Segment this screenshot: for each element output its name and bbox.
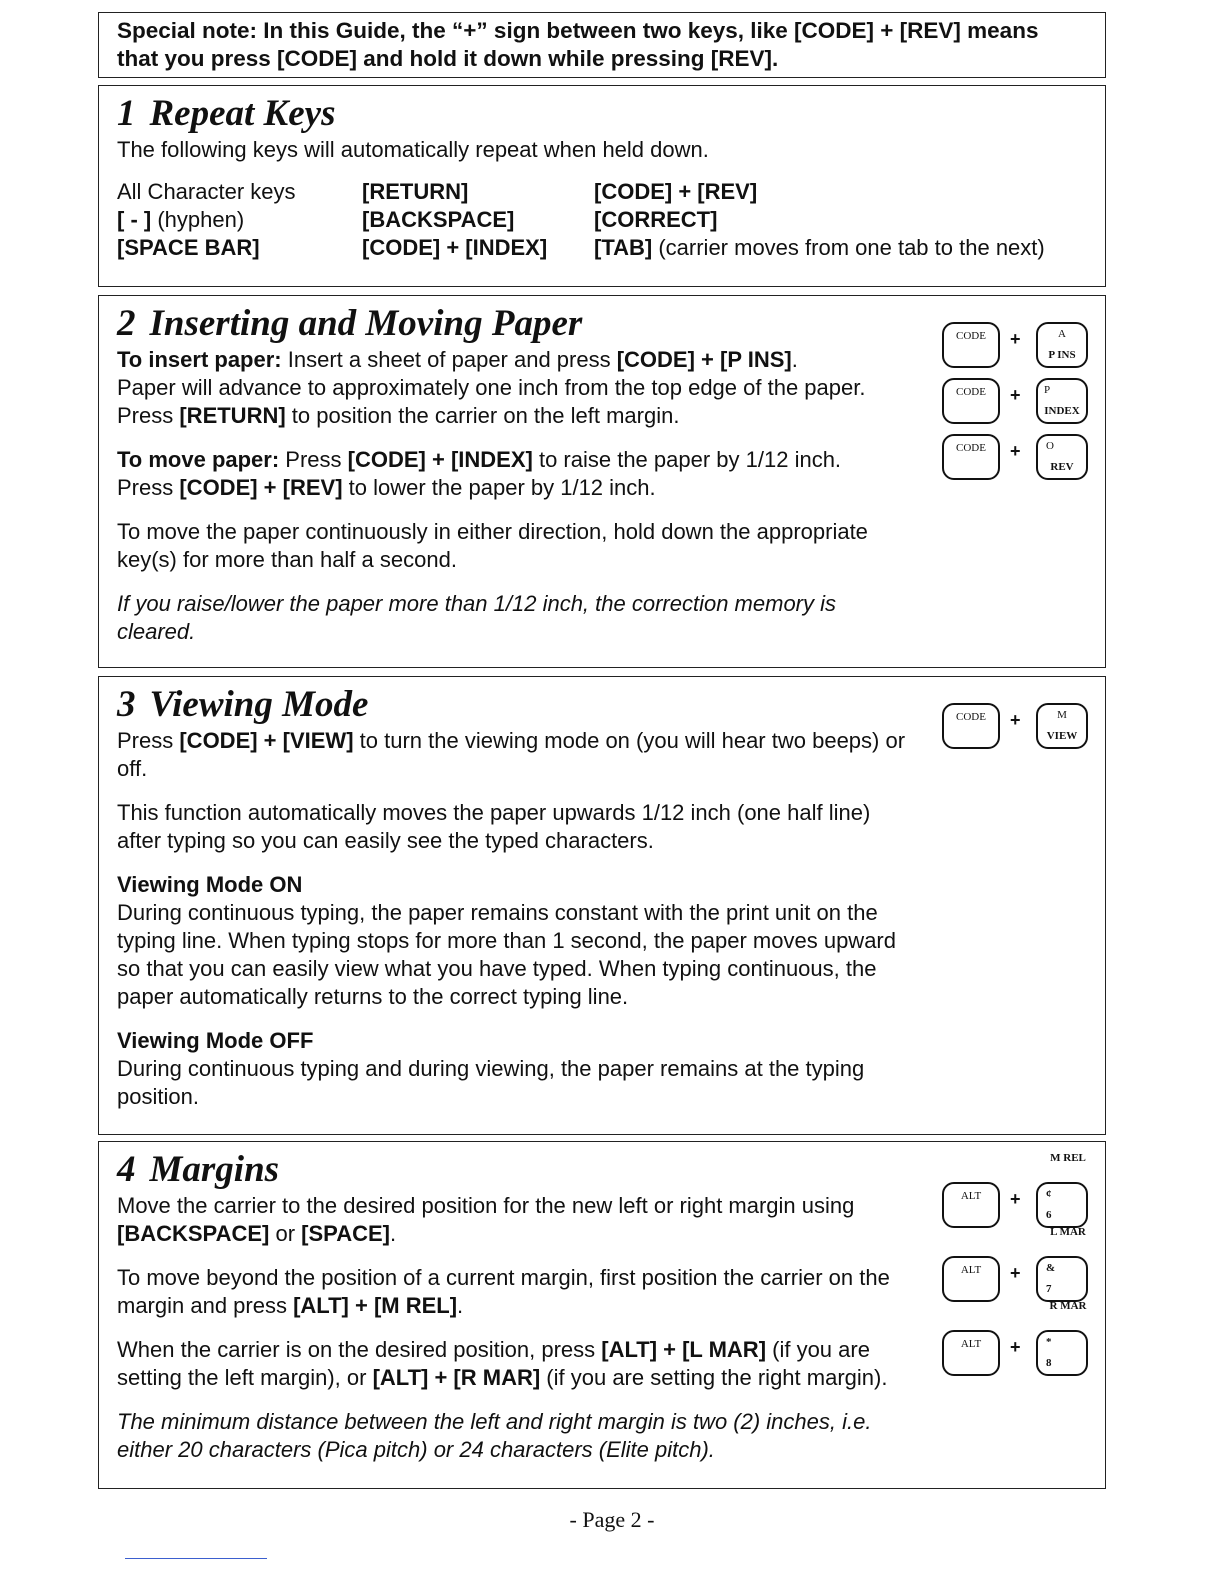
code-key-icon: CODE bbox=[942, 378, 1000, 424]
section-number: 3 bbox=[117, 684, 136, 725]
margins-text-1: Move the carrier to the desired position for the new left or right margin using [BACKSPACE] or [SPACE]. bbox=[117, 1193, 855, 1246]
viewing-off-text: During continuous typing and during viewing, the paper remains at the typing position. bbox=[117, 1056, 865, 1109]
table-cell: [ - ] (hyphen) bbox=[117, 207, 245, 232]
insert-paper-line-2: Paper will advance to approximately one inch from the top edge of the paper. bbox=[117, 375, 866, 400]
viewing-off-title: Viewing Mode OFF bbox=[117, 1028, 314, 1053]
table-cell: [CORRECT] bbox=[594, 207, 718, 232]
rev-key-icon: O REV bbox=[1036, 434, 1088, 480]
section-title-text: Inserting and Moving Paper bbox=[149, 303, 583, 344]
insert-paper-line-3: Press [RETURN] to position the carrier on the left margin. bbox=[117, 403, 680, 428]
key-combo-code-p-ins bbox=[942, 320, 1088, 370]
section-inserting-paper bbox=[98, 295, 1106, 668]
m-rel-key-icon: ¢ 6 bbox=[1036, 1182, 1088, 1228]
table-cell: [CODE] + [REV] bbox=[594, 179, 758, 204]
special-note-line-1: Special note: In this Guide, the “+” sign between two keys, like [CODE] + [REV] means bbox=[117, 18, 1039, 43]
key-label: L MAR bbox=[1050, 1226, 1086, 1238]
l-mar-key-icon: & 7 bbox=[1036, 1256, 1088, 1302]
key-label: M REL bbox=[1050, 1152, 1086, 1164]
table-row bbox=[117, 178, 1045, 206]
alt-key-icon: ALT bbox=[942, 1182, 1000, 1228]
section-repeat-keys bbox=[98, 85, 1106, 287]
code-key-icon: CODE bbox=[942, 322, 1000, 368]
section-viewing-mode bbox=[98, 676, 1106, 1135]
plus-sign: + bbox=[1010, 710, 1021, 730]
key-combo-code-index bbox=[942, 376, 1088, 426]
code-key-icon: CODE bbox=[942, 434, 1000, 480]
viewing-mode-text: Press [CODE] + [VIEW] to turn the viewing mode on (you will hear two beeps) or off. bbox=[117, 728, 906, 781]
section-title bbox=[117, 92, 1087, 136]
special-note-line-2: that you press [CODE] and hold it down while pressing [REV]. bbox=[117, 46, 779, 71]
divider bbox=[125, 1558, 267, 1559]
section-title-text: Margins bbox=[149, 1149, 280, 1190]
correction-memory-note: If you raise/lower the paper more than 1/12 inch, the correction memory is cleared. bbox=[117, 591, 837, 644]
insert-paper-text: To insert paper: Insert a sheet of paper and press [CODE] + [P INS]. bbox=[117, 347, 798, 372]
margins-text-2: To move beyond the position of a current margin, first position the carrier on the margin and press [ALT] + [M REL]. bbox=[117, 1265, 890, 1318]
key-combo-alt-m-rel bbox=[942, 1152, 1088, 1230]
plus-sign: + bbox=[1010, 385, 1021, 405]
table-cell: [RETURN] bbox=[362, 179, 469, 204]
plus-sign: + bbox=[1010, 1337, 1021, 1357]
key-combo-code-rev bbox=[942, 432, 1088, 482]
table-cell: [BACKSPACE] bbox=[362, 207, 515, 232]
section-title-text: Repeat Keys bbox=[149, 93, 336, 134]
p-ins-key-icon: A P INS bbox=[1036, 322, 1088, 368]
section-number: 4 bbox=[117, 1149, 136, 1190]
table-row bbox=[117, 234, 1045, 262]
plus-sign: + bbox=[1010, 441, 1021, 461]
viewing-on-text: During continuous typing, the paper remains constant with the print unit on the typing line. When typing stops for more than 1 second, the paper moves upward so that you can easily view what you have typed. When typing continuous, the paper automatically returns to the correct typing line. bbox=[117, 900, 896, 1009]
key-combo-alt-r-mar bbox=[942, 1300, 1088, 1378]
plus-sign: + bbox=[1010, 1263, 1021, 1283]
margins-min-distance-note: The minimum distance between the left and right margin is two (2) inches, i.e. either 20 characters (Pica pitch) or 24 characters (Elite pitch). bbox=[117, 1409, 872, 1462]
key-combo-alt-l-mar bbox=[942, 1226, 1088, 1304]
viewing-function-text: This function automatically moves the paper upwards 1/12 inch (one half line) after typing so you can easily see the typed characters. bbox=[117, 800, 871, 853]
table-cell: All Character keys bbox=[117, 179, 296, 204]
intro-text: The following keys will automatically repeat when held down. bbox=[117, 137, 709, 162]
repeat-keys-table bbox=[117, 178, 1045, 262]
plus-sign: + bbox=[1010, 1189, 1021, 1209]
section-title-text: Viewing Mode bbox=[149, 684, 369, 725]
special-note bbox=[98, 12, 1106, 78]
plus-sign: + bbox=[1010, 329, 1021, 349]
section-number: 1 bbox=[117, 93, 136, 134]
viewing-on-title: Viewing Mode ON bbox=[117, 872, 303, 897]
continuous-move-text: To move the paper continuously in either direction, hold down the appropriate key(s) for more than half a second. bbox=[117, 519, 868, 572]
key-label: R MAR bbox=[1049, 1300, 1087, 1312]
move-paper-line-2: Press [CODE] + [REV] to lower the paper by 1/12 inch. bbox=[117, 475, 656, 500]
code-key-icon: CODE bbox=[942, 703, 1000, 749]
key-combo-code-view bbox=[942, 701, 1088, 751]
move-paper-text: To move paper: Press [CODE] + [INDEX] to raise the paper by 1/12 inch. bbox=[117, 447, 842, 472]
margins-text-3: When the carrier is on the desired position, press [ALT] + [L MAR] (if you are setting the left margin), or [ALT] + [R MAR] (if you are setting the right margin). bbox=[117, 1337, 888, 1390]
view-key-icon: M VIEW bbox=[1036, 703, 1088, 749]
r-mar-key-icon: * 8 bbox=[1036, 1330, 1088, 1376]
alt-key-icon: ALT bbox=[942, 1256, 1000, 1302]
page-number: - Page 2 - bbox=[569, 1507, 655, 1532]
section-number: 2 bbox=[117, 303, 136, 344]
index-key-icon: P INDEX bbox=[1036, 378, 1088, 424]
table-cell: [TAB] (carrier moves from one tab to the next) bbox=[594, 235, 1045, 260]
alt-key-icon: ALT bbox=[942, 1330, 1000, 1376]
table-row bbox=[117, 206, 1045, 234]
table-cell: [SPACE BAR] bbox=[117, 235, 260, 260]
section-margins bbox=[98, 1141, 1106, 1489]
table-cell: [CODE] + [INDEX] bbox=[362, 235, 548, 260]
